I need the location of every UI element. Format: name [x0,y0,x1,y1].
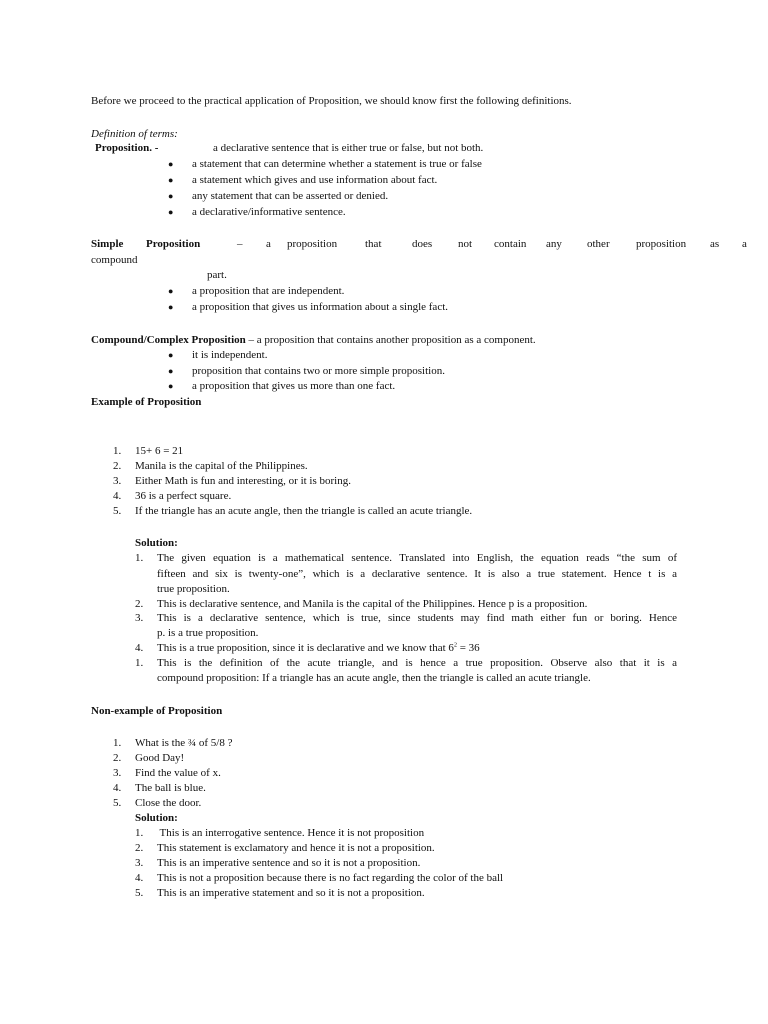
nonexample-heading: Non-example of Proposition [91,705,223,717]
list-item: 36 is a perfect square. [135,490,232,502]
list-number: 1. [113,445,122,457]
simple-definition-word: as [710,238,720,250]
bullet-icon: ● [168,366,174,376]
solution-line: This is an imperative statement and so it is not a proposition. [157,887,425,899]
simple-term-word: Proposition [146,238,201,250]
solution-line: This is not a proposition because there is no fact regarding the color of the ball [157,872,504,884]
proposition-term: Proposition. - [95,142,159,154]
bullet-icon: ● [168,191,174,201]
simple-definition-word: proposition [636,238,687,250]
simple-definition-word: contain [494,238,527,250]
example-solution-heading: Solution: [135,537,178,549]
list-number: 5. [135,887,144,899]
list-number: 2. [113,460,122,472]
simple-term-word: Simple [91,238,124,250]
definition-heading: Definition of terms: [91,128,178,140]
list-number: 4. [113,490,122,502]
simple-definition-word: a [742,238,747,250]
proposition-definition: a declarative sentence that is either true or false, but not both. [213,142,484,154]
list-number: 4. [135,872,144,884]
simple-definition-word: other [587,238,610,250]
bullet-icon: ● [168,286,174,296]
simple-definition-word: does [412,238,433,250]
simple-definition-word: not [458,238,473,250]
list-number: 5. [113,797,122,809]
solution-line: This is an interrogative sentence. Hence it is not proposition [157,827,425,839]
list-item: a declarative/informative sentence. [192,206,346,218]
list-item: The ball is blue. [135,782,206,794]
solution-line [157,641,480,657]
compound-definition: – a proposition that contains another proposition as a component. [248,334,536,346]
list-number: 3. [135,612,144,624]
list-item: Close the door. [135,797,202,809]
bullet-icon: ● [168,207,174,217]
list-number: 4. [113,782,122,794]
solution-line: This is the definition of the acute triangle, and is hence a true proposition. Observe also that it is a [157,657,677,669]
solution-line: This is declarative sentence, and Manila is the capital of the Philippines. Hence p is a proposition. [157,598,588,610]
solution-line: fifteen and six is twenty-one”, which is a declarative sentence. It is also a true statement. Hence t is a [157,568,677,580]
list-number: 2. [135,598,144,610]
list-item: proposition that contains two or more simple proposition. [192,365,445,377]
list-item: a statement that can determine whether a statement is true or false [192,158,482,170]
list-number: 4. [135,642,144,654]
compound-definition-line [91,333,536,349]
list-item: a proposition that are independent. [192,285,345,297]
list-number: 3. [135,857,144,869]
simple-definition-word: – [237,238,243,250]
list-item: it is independent. [192,349,268,361]
solution-line: p. is a true proposition. [157,627,259,639]
list-item: What is the ¾ of 5/8 ? [135,737,233,749]
list-item: 15+ 6 = 21 [135,445,184,457]
bullet-icon: ● [168,302,174,312]
solution-line: This is an imperative sentence and so it is not a proposition. [157,857,421,869]
solution-line: This statement is exclamatory and hence it is not a proposition. [157,842,435,854]
solution-text: This is a true proposition, since it is declarative and we know that 6 [157,642,454,654]
list-item: Find the value of x. [135,767,221,779]
simple-definition-word: any [546,238,562,250]
solution-line: This is a declarative sentence, which is true, since students may find math either fun or boring. Hence [157,612,677,624]
bullet-icon: ● [168,175,174,185]
list-number: 1. [113,737,122,749]
simple-definition-word: that [365,238,382,250]
list-item: a proposition that gives us information about a single fact. [192,301,449,313]
list-number: 2. [113,752,122,764]
solution-line: The given equation is a mathematical sentence. Translated into English, the equation reads “the sum of [157,552,677,564]
simple-definition-line3: part. [207,269,227,281]
list-item: a proposition that gives us more than one fact. [192,380,396,392]
list-item: Either Math is fun and interesting, or it is boring. [135,475,351,487]
bullet-icon: ● [168,159,174,169]
solution-line: true proposition. [157,583,230,595]
nonexample-solution-heading: Solution: [135,812,178,824]
exponent: 2 [453,642,457,649]
list-number: 3. [113,475,122,487]
list-number: 1. [135,657,144,669]
list-number: 1. [135,827,144,839]
example-heading: Example of Proposition [91,396,202,408]
list-item: Manila is the capital of the Philippines. [135,460,308,472]
bullet-icon: ● [168,381,174,391]
simple-definition-word: proposition [287,238,338,250]
list-number: 3. [113,767,122,779]
bullet-icon: ● [168,350,174,360]
simple-definition-word: a [266,238,271,250]
solution-text: = 36 [459,642,480,654]
list-item: If the triangle has an acute angle, then the triangle is called an acute triangle. [135,505,473,517]
list-number: 2. [135,842,144,854]
compound-term: Compound/Complex Proposition [91,334,246,346]
simple-definition-line2: compound [91,254,138,266]
intro-paragraph: Before we proceed to the practical application of Proposition, we should know first the following definitions. [91,95,572,107]
list-item: a statement which gives and use information about fact. [192,174,438,186]
list-number: 5. [113,505,122,517]
list-item: Good Day! [135,752,185,764]
list-number: 1. [135,552,144,564]
list-item: any statement that can be asserted or denied. [192,190,389,202]
solution-line: compound proposition: If a triangle has an acute angle, then the triangle is called an acute triangle. [157,672,591,684]
